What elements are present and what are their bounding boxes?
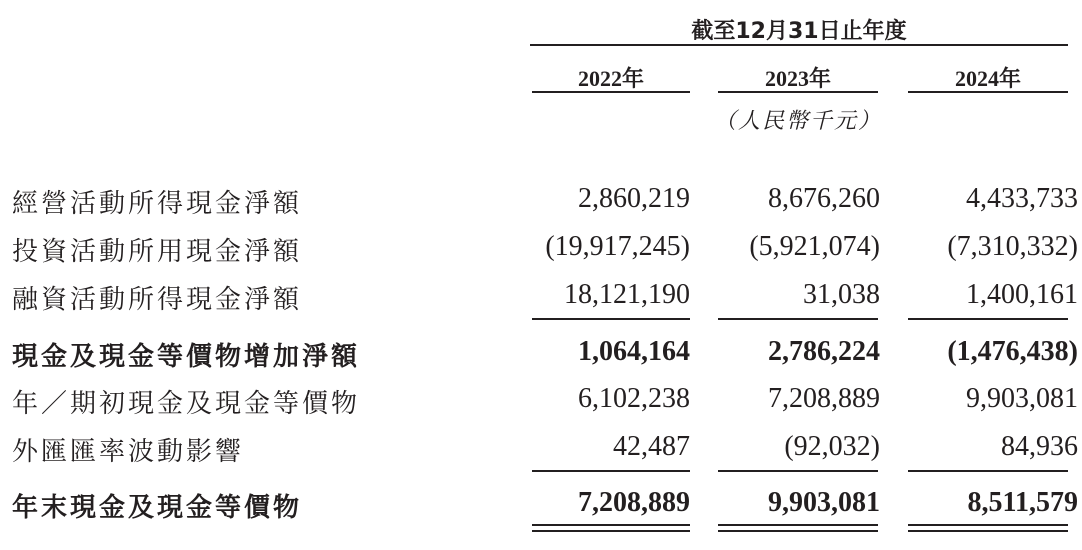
year-underline xyxy=(532,91,690,93)
cell-2022: 6,102,238 xyxy=(578,383,690,414)
year-value: 2024 xyxy=(954,66,999,91)
cell-2024: 4,433,733 xyxy=(966,183,1078,214)
header-rule xyxy=(530,44,1068,46)
subtotal-rule xyxy=(532,318,690,320)
year-2024-header xyxy=(908,62,1068,93)
year-suffix: 年 xyxy=(621,67,644,92)
cell-2022: 2,860,219 xyxy=(578,183,690,214)
cell-2023: 31,038 xyxy=(803,279,880,310)
cell-2023: (5,921,074) xyxy=(749,231,880,262)
cell-2022: (19,917,245) xyxy=(545,231,690,262)
year-underline xyxy=(718,91,878,93)
year-value: 2023 xyxy=(764,66,809,91)
cell-2023: 9,903,081 xyxy=(768,487,880,518)
cell-2024: 1,400,161 xyxy=(966,279,1078,310)
double-rule-top xyxy=(532,524,690,526)
currency-unit: （人民幣千元） xyxy=(713,109,882,134)
cell-2022: 18,121,190 xyxy=(564,279,690,310)
row-label-operating: 經營活動所得現金淨額 xyxy=(12,189,303,219)
row-label-fx-effect: 外匯匯率波動影響 xyxy=(12,437,245,467)
cell-2023: 8,676,260 xyxy=(768,183,880,214)
cell-2022: 1,064,164 xyxy=(578,336,690,367)
total-rule xyxy=(532,470,690,472)
double-rule-top xyxy=(718,524,878,526)
double-rule-bottom xyxy=(908,530,1068,532)
total-rule xyxy=(908,470,1068,472)
row-label-net-increase: 現金及現金等價物增加淨額 xyxy=(12,342,361,372)
year-suffix: 年 xyxy=(808,67,831,92)
row-label-investing: 投資活動所用現金淨額 xyxy=(12,237,303,267)
cell-2024: 9,903,081 xyxy=(966,383,1078,414)
cell-2022: 42,487 xyxy=(613,431,690,462)
subtotal-rule xyxy=(908,318,1068,320)
cell-2023: 2,786,224 xyxy=(768,336,880,367)
total-rule xyxy=(718,470,878,472)
cell-2023: (92,032) xyxy=(784,431,880,462)
year-2023-header xyxy=(718,62,878,93)
cell-2024: (7,310,332) xyxy=(947,231,1078,262)
row-label-financing: 融資活動所得現金淨額 xyxy=(12,285,303,315)
cell-2022: 7,208,889 xyxy=(578,487,690,518)
period-title: 截至12月31日止年度 xyxy=(691,19,907,44)
double-rule-bottom xyxy=(718,530,878,532)
cell-2024: (1,476,438) xyxy=(947,336,1078,367)
subtotal-rule xyxy=(718,318,878,320)
year-2022-header xyxy=(532,62,690,93)
cell-2024: 84,936 xyxy=(1001,431,1078,462)
year-underline xyxy=(908,91,1068,93)
row-label-ending-cash: 年末現金及現金等價物 xyxy=(12,493,303,523)
double-rule-top xyxy=(908,524,1068,526)
year-suffix: 年 xyxy=(998,67,1021,92)
year-value: 2022 xyxy=(577,66,622,91)
double-rule-bottom xyxy=(532,530,690,532)
cell-2023: 7,208,889 xyxy=(768,383,880,414)
cell-2024: 8,511,579 xyxy=(967,487,1078,518)
row-label-beginning-cash: 年／期初現金及現金等價物 xyxy=(12,389,361,419)
